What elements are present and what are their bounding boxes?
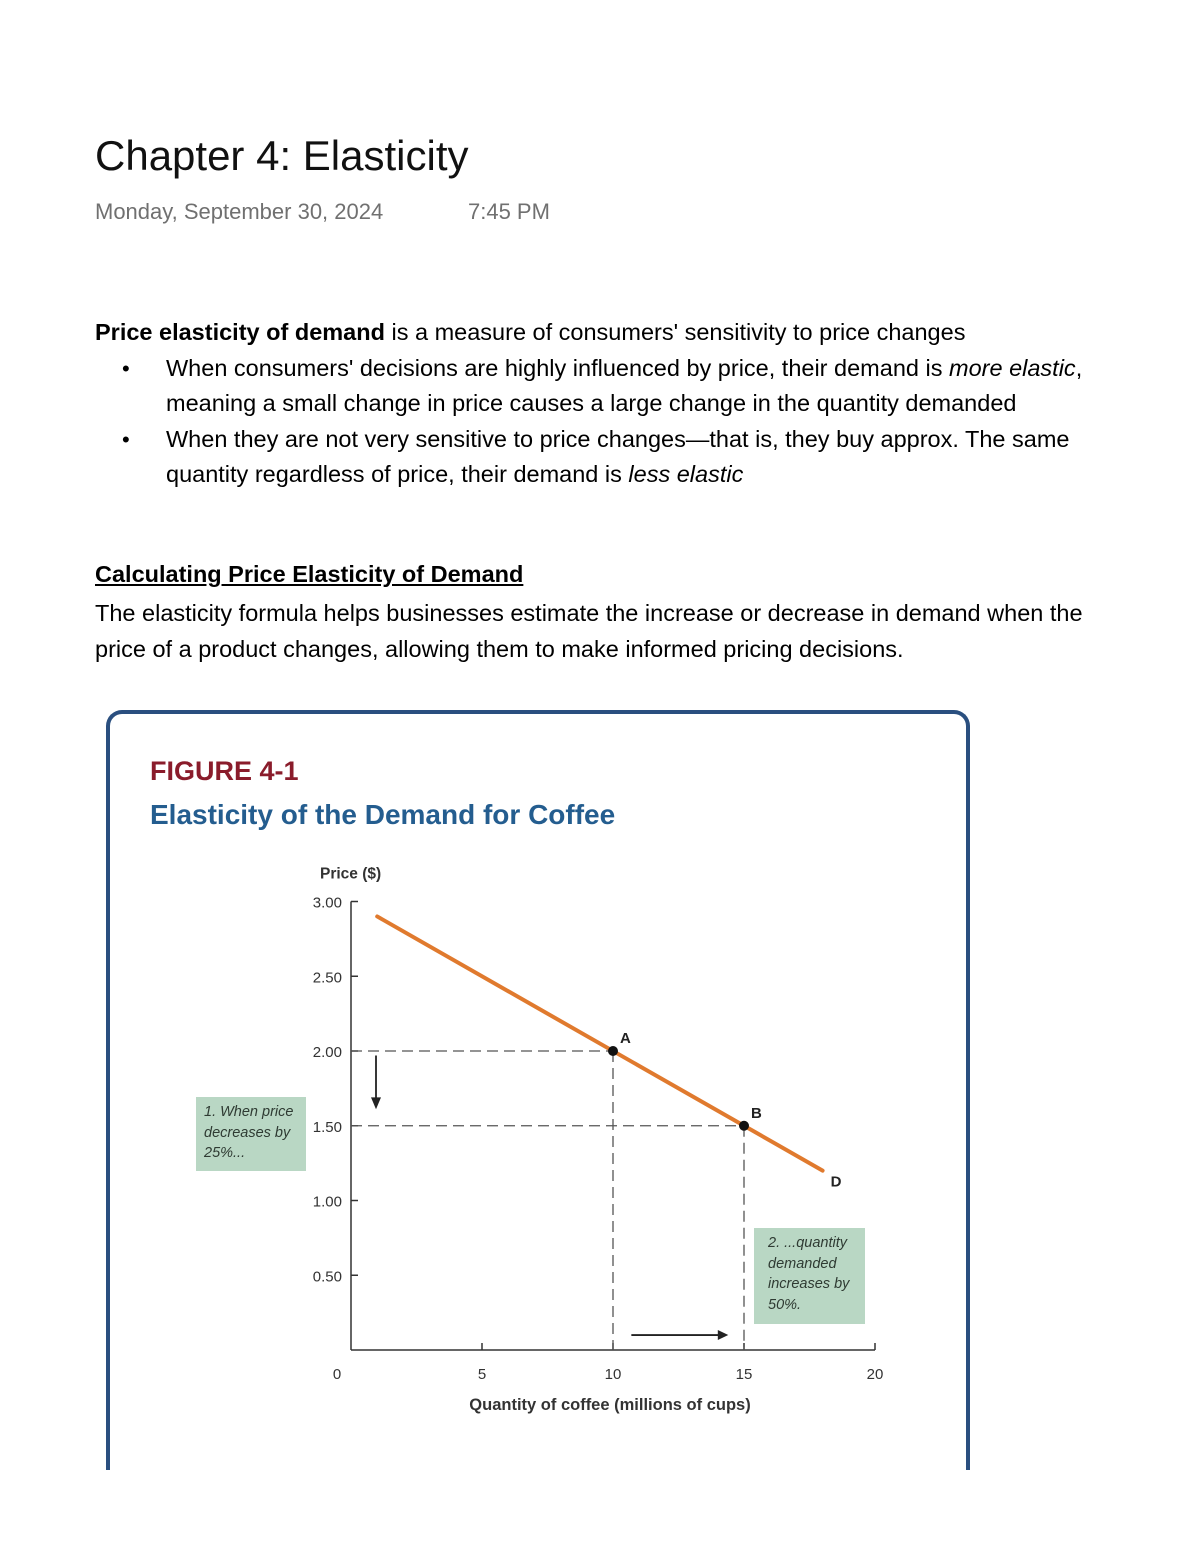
x-axis-label: Quantity of coffee (millions of cups) [469, 1396, 751, 1414]
bullet-text: , meaning a small change in price causes a large change in the quantity demanded [166, 354, 1083, 416]
x-tick-label: 20 [866, 1366, 884, 1383]
term-bold: Price elasticity of demand [95, 319, 385, 345]
page-title: Chapter 4: Elasticity [95, 132, 469, 179]
bullet-text: When they are not very sensitive to price changes—that is, they buy approx. The same quantity regardless of price, their demand is [166, 425, 1070, 487]
y-tick-label: 1.00 [312, 1193, 342, 1211]
price-decrease-note: 1. When price decreases by 25%... [196, 1097, 306, 1171]
y-tick-label: 3.00 [312, 894, 342, 912]
point-b [739, 1121, 749, 1131]
x-tick-label: 10 [604, 1366, 622, 1383]
section-heading: Calculating Price Elasticity of Demand [95, 561, 524, 587]
page-date: Monday, September 30, 2024 [95, 199, 384, 224]
figure-title: Elasticity of the Demand for Coffee [150, 799, 616, 830]
price-decrease-arrowhead [371, 1097, 381, 1109]
y-tick-label: 0.50 [312, 1268, 342, 1286]
bullet-emphasis: more elastic [949, 354, 1076, 381]
quantity-increase-arrowhead [718, 1330, 728, 1340]
section-paragraph: The elasticity formula helps businesses estimate the increase or decrease in demand when the price of a product changes, allowing them to make informed pricing decisions. [95, 600, 1083, 662]
definition-text: is a measure of consumers' sensitivity to price changes [384, 319, 966, 345]
x-tick-label: 5 [477, 1366, 487, 1383]
point-label-a: A [620, 1030, 631, 1047]
bullet-text: When consumers' decisions are highly influenced by price, their demand is [166, 354, 949, 381]
curve-label-d: D [830, 1173, 842, 1191]
x-tick-label: 0 [332, 1366, 342, 1383]
point-a [608, 1046, 618, 1056]
demand-curve-line [377, 916, 822, 1170]
bullet-emphasis: less elastic [628, 461, 744, 487]
page-time: 7:45 PM [468, 199, 550, 224]
y-tick-label: 2.00 [312, 1044, 342, 1061]
y-tick-label: 1.50 [312, 1118, 342, 1136]
quantity-increase-note: 2. ...quantity demanded increases by 50%. [754, 1228, 865, 1324]
point-label-b: B [751, 1104, 762, 1122]
x-tick-label: 15 [735, 1366, 753, 1383]
figure-label: FIGURE 4-1 [150, 756, 299, 786]
y-axis-label: Price ($) [320, 865, 382, 883]
y-tick-label: 2.50 [312, 969, 342, 987]
